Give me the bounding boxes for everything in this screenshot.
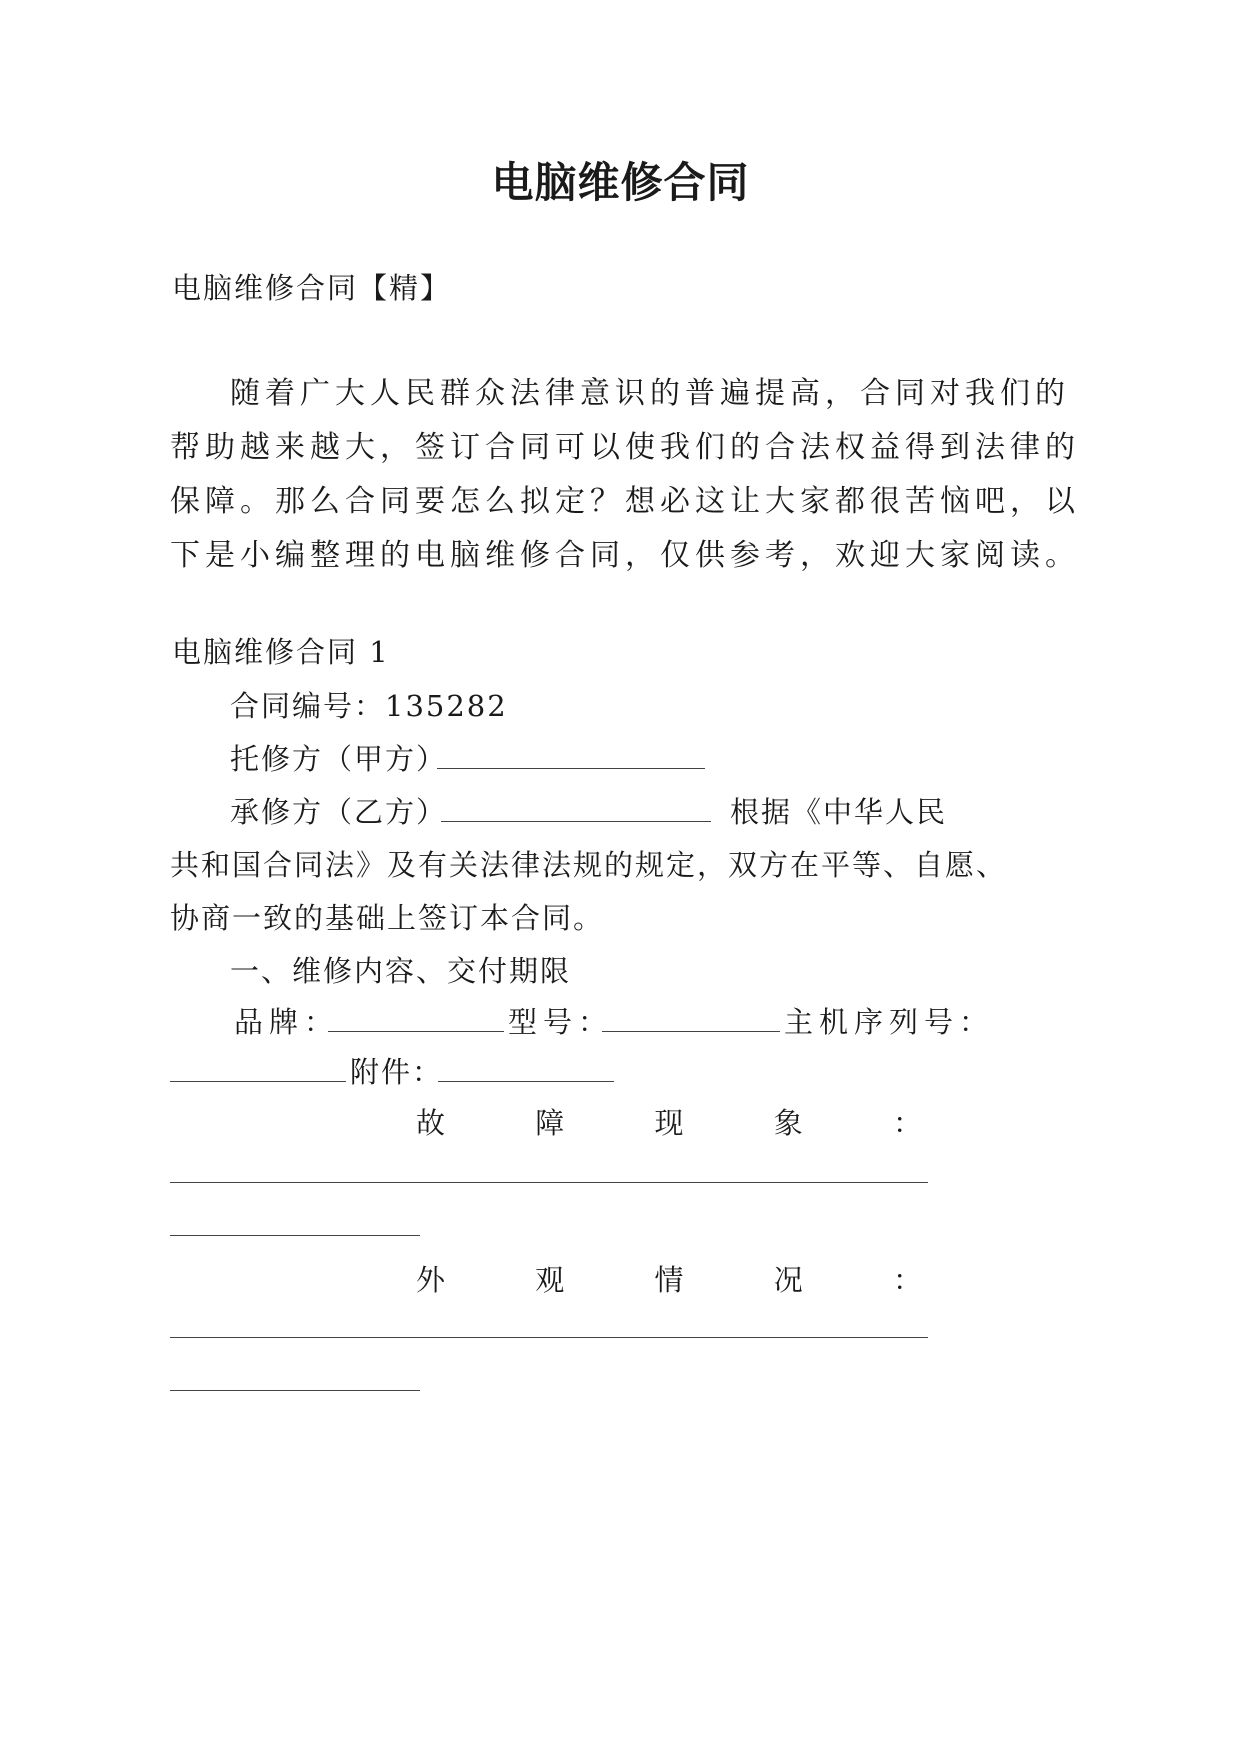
basis-tail: 根据《中华人民: [730, 795, 948, 829]
brand-label: 品牌：: [234, 1005, 340, 1039]
appearance-label: [416, 1258, 922, 1299]
document-title: 电脑维修合同: [491, 158, 750, 207]
party-a-blank[interactable]: [437, 768, 705, 769]
appearance-char-3: 情: [654, 1263, 684, 1297]
fault-char-4: 象: [773, 1106, 803, 1140]
fault-char-3: 现: [654, 1106, 684, 1140]
fault-blank-line-1[interactable]: [170, 1182, 928, 1183]
basis-line-2: 共和国合同法》及有关法律法规的规定，双方在平等、自愿、: [170, 848, 1008, 882]
fault-char-colon: ：: [892, 1106, 922, 1140]
fault-char-2: 障: [535, 1106, 565, 1140]
attachment-label: 附件：: [350, 1055, 444, 1089]
appearance-char-4: 况: [773, 1263, 803, 1297]
serial-blank[interactable]: [170, 1081, 346, 1082]
contract-heading: 电脑维修合同 1: [172, 635, 390, 669]
intro-line-4: 下是小编整理的电脑维修合同，仅供参考，欢迎大家阅读。: [170, 538, 1080, 573]
appearance-blank-line-2[interactable]: [170, 1390, 420, 1391]
party-a-label: 托修方（甲方）: [230, 742, 448, 776]
contract-number: 合同编号：135282: [230, 689, 508, 723]
intro-line-2: 帮助越来越大，签订合同可以使我们的合法权益得到法律的: [170, 430, 1080, 465]
appearance-char-1: 外: [416, 1263, 446, 1297]
intro-line-1: 随着广大人民群众法律意识的普遍提高，合同对我们的: [230, 376, 1070, 411]
party-b-blank[interactable]: [441, 821, 711, 822]
party-b-label: 承修方（乙方）: [230, 795, 448, 829]
section-1-title: 一、维修内容、交付期限: [230, 954, 572, 988]
fault-label: [416, 1101, 922, 1142]
attachment-blank[interactable]: [438, 1081, 614, 1082]
serial-label: 主机序列号：: [784, 1005, 995, 1039]
appearance-char-colon: ：: [892, 1263, 922, 1297]
fault-char-1: 故: [416, 1106, 446, 1140]
fault-blank-line-2[interactable]: [170, 1235, 420, 1236]
appearance-blank-line-1[interactable]: [170, 1337, 928, 1338]
document-subtitle: 电脑维修合同【精】: [172, 271, 452, 305]
model-blank[interactable]: [602, 1031, 780, 1032]
intro-line-3: 保障。那么合同要怎么拟定？想必这让大家都很苦恼吧，以: [170, 484, 1080, 519]
brand-blank[interactable]: [328, 1031, 504, 1032]
appearance-char-2: 观: [535, 1263, 565, 1297]
model-label: 型号：: [508, 1005, 614, 1039]
basis-line-3: 协商一致的基础上签订本合同。: [170, 901, 605, 935]
